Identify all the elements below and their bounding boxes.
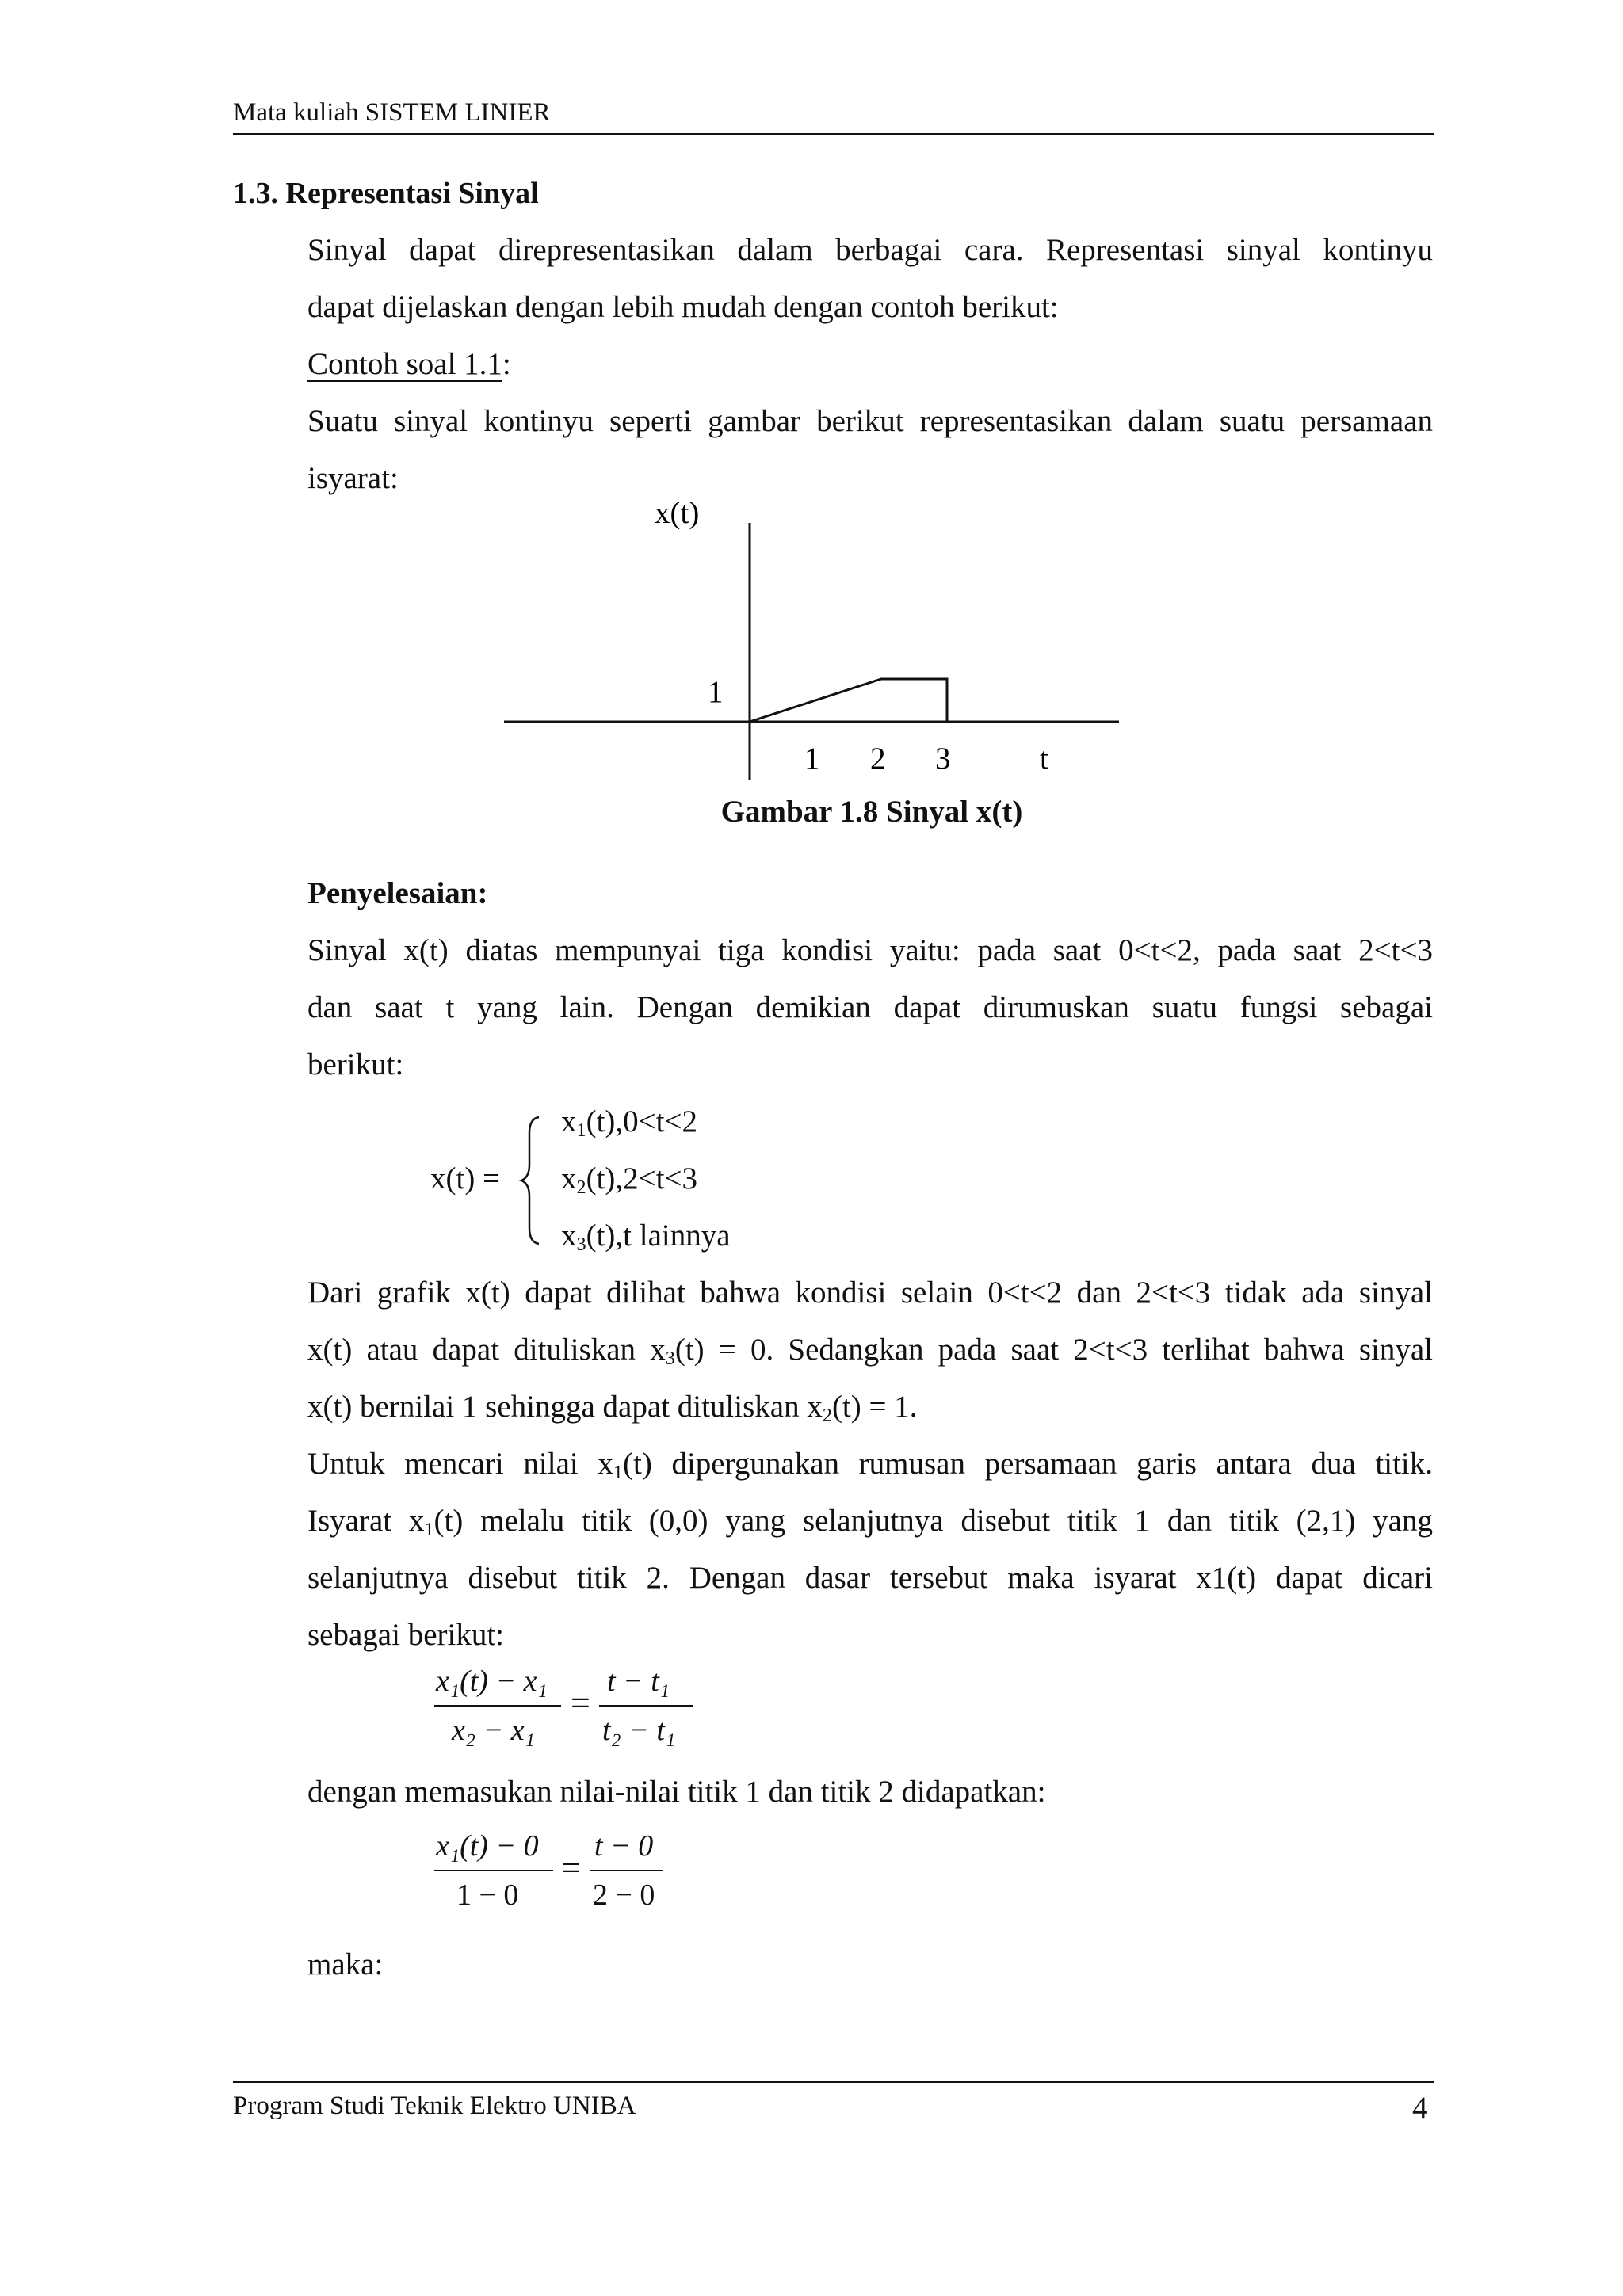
formula-1-bar-left	[434, 1705, 561, 1707]
piecewise-case-3: $x_3(t),t$ lainnya	[561, 1219, 731, 1256]
footer-rule	[233, 2081, 1434, 2083]
formula-2-bar-right	[590, 1870, 663, 1871]
solution-heading: Penyelesaian:	[307, 876, 488, 910]
curly-brace	[515, 1109, 547, 1252]
p3-line-1: Untuk mencari nilai $x_1(t)$ dipergunakan rumusan persamaan garis antara dua titik.	[307, 1447, 1434, 1484]
solution-line-2: dan saat t yang lain. Dengan demikian dapat dirumuskan suatu fungsi sebagai	[307, 990, 1433, 1024]
piecewise-case-1: $x_1(t),0<t<2$	[561, 1104, 697, 1142]
tick-label-1: 1	[804, 742, 820, 776]
intro-line-1: Sinyal dapat direpresentasikan dalam berbagai cara. Representasi sinyal kontinyu	[307, 233, 1433, 267]
p2-line-1: Dari grafik x(t) dapat dilihat bahwa kondisi selain 0<t<2 dan 2<t<3 tidak ada sinyal	[307, 1276, 1433, 1310]
level-one-label: 1	[708, 675, 724, 709]
formula-2	[434, 1829, 672, 1924]
p3-line-4: sebagai berikut:	[307, 1618, 504, 1652]
example-line-1: Suatu sinyal kontinyu seperti gambar berikut representasikan dalam suatu persamaan	[307, 404, 1433, 438]
signal-series-line	[750, 679, 947, 722]
signal-figure	[0, 0, 1623, 871]
solution-line-3: berikut:	[307, 1047, 404, 1081]
formula-2-num-right: t − 0	[594, 1829, 654, 1863]
y-axis-label: x(t)	[655, 496, 700, 530]
paragraph-3	[307, 1436, 1433, 1664]
page-number: 4	[1412, 2091, 1428, 2125]
intro-line-2: dapat dijelaskan dengan lebih mudah dengan contoh berikut:	[307, 290, 1059, 324]
paragraph-2	[307, 1264, 1433, 1436]
formula-1-num-right: t − t₁	[607, 1665, 670, 1698]
x-axis-label: t	[1040, 742, 1048, 776]
p5-line-1: maka:	[307, 1947, 384, 1981]
p3-line-3: selanjutnya disebut titik 2. Dengan dasar tersebut maka isyarat x1(t) dapat dicari	[307, 1561, 1433, 1595]
formula-1	[434, 1664, 704, 1759]
p4-line-1: dengan memasukan nilai-nilai titik 1 dan titik 2 didapatkan:	[307, 1775, 1046, 1809]
formula-1-den-left: x₂ − x₁	[452, 1714, 535, 1747]
formula-1-equals: =	[571, 1684, 590, 1722]
example-label: Contoh soal 1.1	[307, 347, 502, 381]
formula-2-bar-left	[434, 1870, 553, 1871]
section-title: 1.3. Representasi Sinyal	[233, 177, 539, 210]
piecewise-case-2: $x_2(t),2<t<3$	[561, 1161, 697, 1199]
running-header: Mata kuliah SISTEM LINIER	[233, 98, 551, 127]
tick-label-3: 3	[935, 742, 951, 776]
tick-label-2: 2	[870, 742, 886, 776]
solution-line-1: Sinyal x(t) diatas mempunyai tiga kondisi yaitu: pada saat 0<t<2, pada saat 2<t<3	[307, 933, 1433, 967]
formula-1-num-left: x₁(t) − x₁	[436, 1665, 548, 1698]
formula-2-den-right: 2 − 0	[593, 1878, 655, 1912]
example-line-2: isyarat:	[307, 461, 399, 495]
formula-2-equals: =	[561, 1848, 581, 1887]
piecewise-lhs: x(t) =	[430, 1161, 501, 1196]
example-label-colon: :	[502, 347, 511, 381]
formula-1-den-right: t₂ − t₁	[602, 1714, 676, 1747]
solution-paragraph	[307, 922, 1433, 1093]
formula-2-den-left: 1 − 0	[456, 1878, 519, 1912]
formula-2-num-left: x₁(t) − 0	[436, 1829, 539, 1863]
p2-line-2: x(t) atau dapat dituliskan $x_3(t) = 0$. Sedangkan pada saat 2<t<3 terlihat bahwa sinyal	[307, 1333, 1433, 1370]
p2-line-3: x(t) bernilai 1 sehingga dapat dituliskan $x_2(t) = 1$.	[307, 1390, 918, 1427]
footer-text: Program Studi Teknik Elektro UNIBA	[233, 2092, 636, 2120]
formula-1-bar-right	[599, 1705, 693, 1707]
p3-line-2: Isyarat $x_1(t)$ melalu titik (0,0) yang selanjutnya disebut titik 1 dan titik (2,1) yang	[307, 1504, 1433, 1541]
figure-caption: Gambar 1.8 Sinyal x(t)	[720, 795, 1023, 829]
